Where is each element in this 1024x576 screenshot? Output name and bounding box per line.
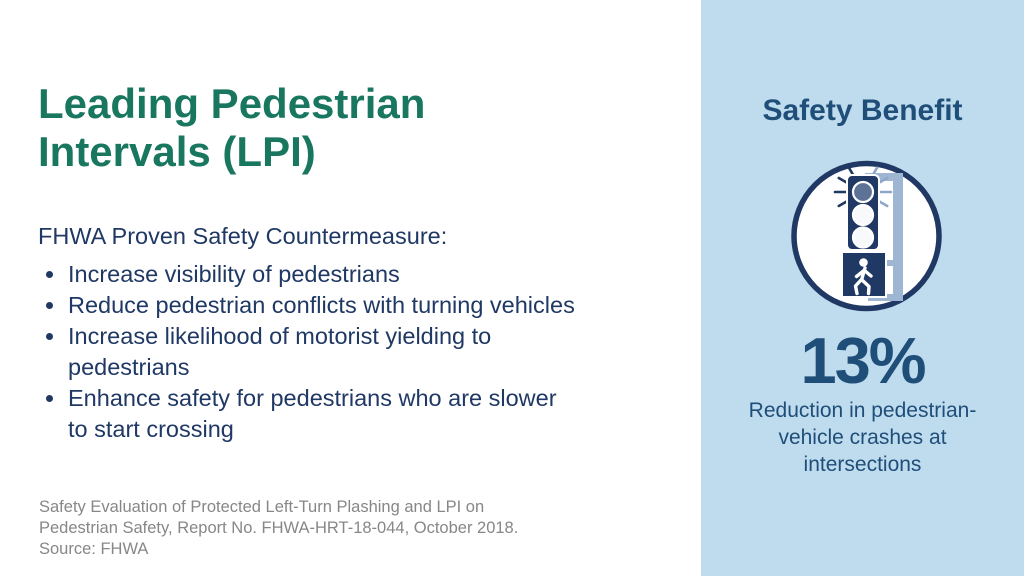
bullet-item-2 — [38, 290, 668, 321]
bullet-text: Reduce pedestrian conflicts with turning vehicles — [68, 292, 575, 318]
bullet-dot — [46, 271, 53, 278]
caption-line-3: intersections — [803, 453, 922, 476]
source-line-2: Pedestrian Safety, Report No. FHWA-HRT-18-044, October 2018. — [39, 519, 519, 537]
bullet-text-wrap: to start crossing — [68, 416, 234, 442]
source-line-3: Source: FHWA — [39, 540, 149, 558]
traffic-signal-icon-svg — [789, 159, 943, 313]
bullet-list — [38, 259, 668, 445]
bullet-text: Increase likelihood of motorist yielding to — [68, 323, 492, 349]
body-intro: FHWA Proven Safety Countermeasure: — [38, 223, 448, 249]
bullet-dot — [46, 395, 53, 402]
bullet-item-3 — [38, 321, 668, 383]
title-line-2: Intervals (LPI) — [38, 128, 316, 175]
caption-line-2: vehicle crashes at — [778, 426, 947, 449]
source-note — [39, 497, 518, 560]
source-line-1: Safety Evaluation of Protected Left-Turn Plashing and LPI on — [39, 498, 485, 516]
bullet-dot — [46, 302, 53, 309]
bullet-text-wrap: pedestrians — [68, 354, 190, 380]
sidebar-heading: Safety Benefit — [762, 94, 963, 127]
bullet-item-4 — [38, 383, 668, 445]
stat-caption — [701, 397, 1024, 478]
traffic-signal-icon — [789, 159, 943, 313]
bullet-item-1 — [38, 259, 668, 290]
sidebar — [701, 0, 1024, 576]
bullet-text: Enhance safety for pedestrians who are slower — [68, 385, 557, 411]
title-line-1: Leading Pedestrian — [38, 80, 426, 127]
body-text — [38, 221, 668, 445]
caption-line-1: Reduction in pedestrian- — [748, 399, 977, 422]
stat-value: 13% — [800, 324, 925, 397]
bullet-dot — [46, 333, 53, 340]
bullet-text: Increase visibility of pedestrians — [68, 261, 400, 287]
page-title — [38, 80, 425, 176]
